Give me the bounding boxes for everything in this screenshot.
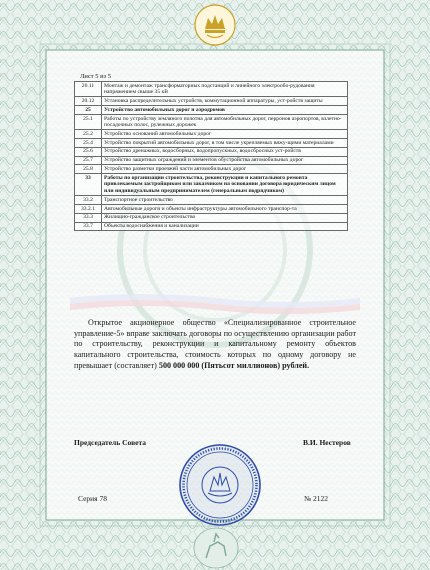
work-description: Устройство покрытий автомобильных дорог, в том числе укрепляемых вяжу-щими материалами: [102, 139, 348, 148]
work-description: Устройство защитных ограждений и элементов обустройства автомобильных дорог: [102, 156, 348, 165]
table-row: [75, 147, 348, 156]
work-code: 25.2: [75, 130, 102, 139]
crown-emblem-icon: [194, 4, 236, 46]
table-row: [75, 97, 348, 106]
signatory-title: Председатель Совета: [74, 438, 146, 447]
work-code: 25.6: [75, 147, 102, 156]
permission-statement: [74, 318, 356, 371]
table-row: [75, 165, 348, 174]
sheet-label: Лист 5 из 5: [80, 73, 112, 80]
table-row: [75, 204, 348, 213]
work-description: Объекты водоснабжения и канализации: [102, 222, 348, 231]
official-seal-icon: [178, 443, 262, 527]
table-row: [75, 114, 348, 129]
table-row: [75, 139, 348, 148]
work-code: 33: [75, 174, 102, 196]
table-row: [75, 213, 348, 222]
statement-text: Открытое акционерное общество «Специализированное строительное управление-5» вправе заключать договоры по осуществлению организации работ по строительству, реконструкции и капитальному ремонту объектов капитального строительства, стоимость которых по одному договору не превышает (составляет): [74, 318, 356, 370]
work-code: 20.11: [75, 82, 102, 97]
work-description: Устройство автомобильных дорог и аэродромов: [102, 106, 348, 115]
table-row: [75, 222, 348, 231]
work-description: Монтаж и демонтаж трансформаторных подстанций и линейного электрообо-рудования напряжением свыше 35 кВ: [102, 82, 348, 97]
work-code: 25.1: [75, 114, 102, 129]
work-description: Устройство разметки проезжей части автомобильных дорог: [102, 165, 348, 174]
table-row: [75, 130, 348, 139]
work-description: Жилищно-гражданское строительство: [102, 213, 348, 222]
flag-ribbon-icon: [70, 290, 360, 316]
work-description: Устройство оснований автомобильных дорог: [102, 130, 348, 139]
work-description: Автомобильные дороги и объекты инфраструктуры автомобильного транспор-та: [102, 204, 348, 213]
work-description: Установка распределительных устройств, коммутационной аппаратуры, уст-ройств защиты: [102, 97, 348, 106]
work-code: 33.2: [75, 196, 102, 205]
statement-amount: 500 000 000 (Пятьсот миллионов) рублей.: [158, 360, 310, 370]
table-row: [75, 106, 348, 115]
work-code: 33.2.1: [75, 204, 102, 213]
signatory-name: В.И. Нестеров: [303, 438, 351, 447]
table-row: [75, 156, 348, 165]
work-description: Транспортное строительство: [102, 196, 348, 205]
work-code: 33.3: [75, 213, 102, 222]
works-table: [74, 81, 348, 231]
work-code: 33.7: [75, 222, 102, 231]
work-code: 25.4: [75, 139, 102, 148]
table-row: [75, 174, 348, 196]
work-description: Устройство дренажных, водосборных, водопропускных, водосбросных уст-ройств: [102, 147, 348, 156]
work-code: 20.12: [75, 97, 102, 106]
work-code: 25.7: [75, 156, 102, 165]
work-description: Работы по организации строительства, реконструкции и капитального ремонта привлекаемым застройщиком или заказчиком на основании договора юридическим лицом или индивидуальным предпринимателем (генеральным подрядчиком): [102, 174, 348, 196]
work-code: 25.8: [75, 165, 102, 174]
series-label: Серия 78: [78, 494, 108, 503]
work-description: Работы по устройству земляного полотна для автомобильных дорог, перронов аэропортов, взлетно-посадочных полос, рулежных дорожек: [102, 114, 348, 129]
certificate-number: № 2122: [304, 494, 329, 503]
horseman-emblem-icon: [192, 520, 240, 570]
table-row: [75, 82, 348, 97]
table-row: [75, 196, 348, 205]
work-code: 25: [75, 106, 102, 115]
